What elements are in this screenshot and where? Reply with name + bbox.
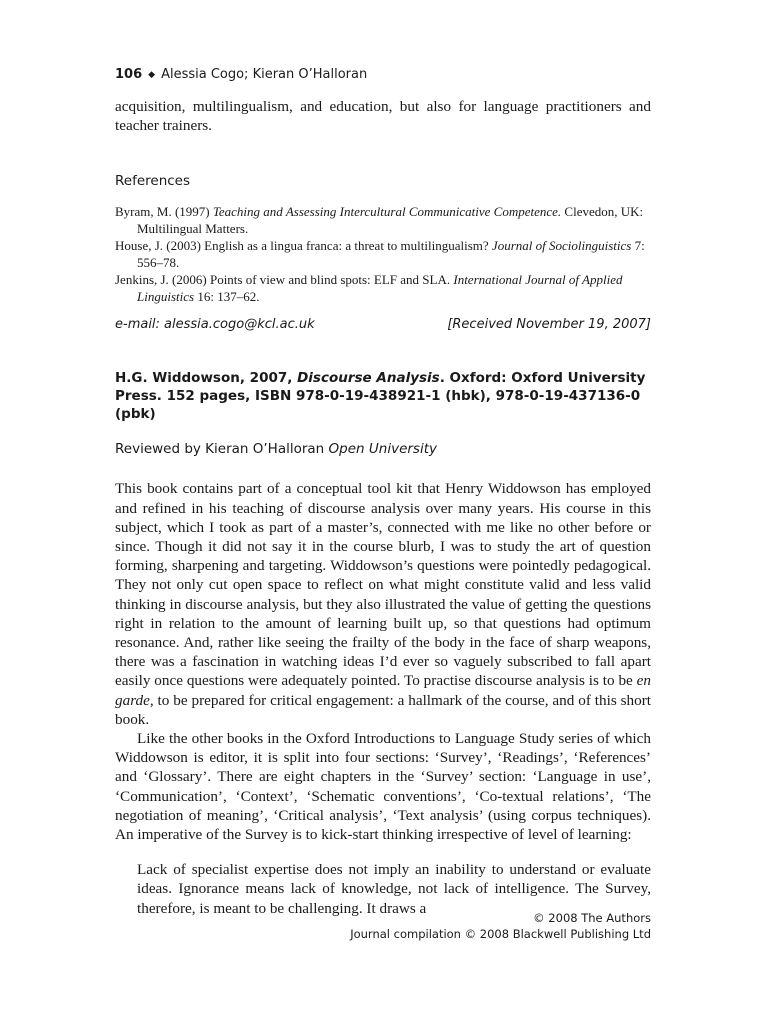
- copyright-footer: [350, 910, 651, 942]
- reference-item: House, J. (2003) English as a lingua franca: a threat to multilingualism? Journal of Sociolinguistics 7: 556–78.: [115, 238, 645, 271]
- footer-copyright: © 2008 The Authors: [533, 911, 651, 925]
- running-head-authors: Alessia Cogo; Kieran O’Halloran: [161, 67, 368, 82]
- review-title: H.G. Widdowson, 2007, Discourse Analysis. Oxford: Oxford University Press. 152 pages, ISBN 978-0-19-438921-1 (hbk), 978-0-19-437136-0 (pbk): [115, 370, 646, 423]
- page-number: 106: [115, 67, 143, 82]
- contact-line: [115, 316, 651, 334]
- references-list: [115, 203, 651, 305]
- block-quote: Lack of specialist expertise does not imply an inability to understand or evaluate ideas. Ignorance means lack of knowledge, not lack of intelligence. The Survey, therefore, is meant to be challenging. It draws a: [137, 861, 651, 917]
- intro-paragraph: acquisition, multilingualism, and education, but also for language practitioners and teacher trainers.: [115, 98, 651, 135]
- review-body: [115, 479, 651, 917]
- running-head: [115, 66, 651, 84]
- reviewer-line: Reviewed by Kieran O’Halloran Open University: [115, 441, 437, 458]
- reference-item: Byram, M. (1997) Teaching and Assessing Intercultural Communicative Competence. Clevedon, UK: Multilingual Matters.: [115, 204, 644, 237]
- separator-diamond-icon: ◆: [148, 70, 156, 80]
- review-paragraph: Like the other books in the Oxford Introductions to Language Study series of which Widdowson is editor, it is split into four sections: ‘Survey’, ‘Readings’, ‘References’ and ‘Glossary’. There are eight chapters in the ‘Survey’ section: ‘Language in use’, ‘Communication’, ‘Context’, ‘Schematic conventions’, ‘Co-textual relations’, ‘The negotiation of meaning’, ‘Critical analysis’, ‘Text analysis’ (using corpus techniques). An imperative of the Survey is to kick-start thinking irrespective of level of learning:: [115, 730, 651, 844]
- received-date: [Received November 19, 2007]: [447, 317, 651, 333]
- review-paragraph: This book contains part of a conceptual tool kit that Henry Widdowson has employed and refined in his teaching of discourse analysis over many years. His course in this subject, which I took as part of a master’s, connected with me like no other before or since. Though it did not say it in the course blurb, I was to study the art of question forming, sharpening and targeting. Widdowson’s questions were pointedly pedagogical. They not only cut open space to reflect on what might constitute valid and less valid thinking in discourse analysis, but they also illustrated the value of getting the questions right in relation to the amount of learning built up, so that questions had optimum resonance. And, rather like seeing the frailty of the body in the face of sharp weapons, there was a fascination in watching ideas I’d ever so vaguely subscribed to fall apart easily once questions were adequately pointed. To practise discourse analysis is to be en garde, to be prepared for critical engagement: a hallmark of the course, and of this short book.: [115, 480, 651, 728]
- journal-page: [115, 66, 651, 918]
- author-email: e-mail: alessia.cogo@kcl.ac.uk: [115, 317, 315, 333]
- footer-journal-compilation: Journal compilation © 2008 Blackwell Publishing Ltd: [350, 927, 651, 941]
- reference-item: Jenkins, J. (2006) Points of view and blind spots: ELF and SLA. International Journal of Applied Linguistics 16: 137–62.: [115, 272, 623, 305]
- reviewer-affiliation: Open University: [328, 441, 437, 458]
- references-heading: References: [115, 173, 191, 190]
